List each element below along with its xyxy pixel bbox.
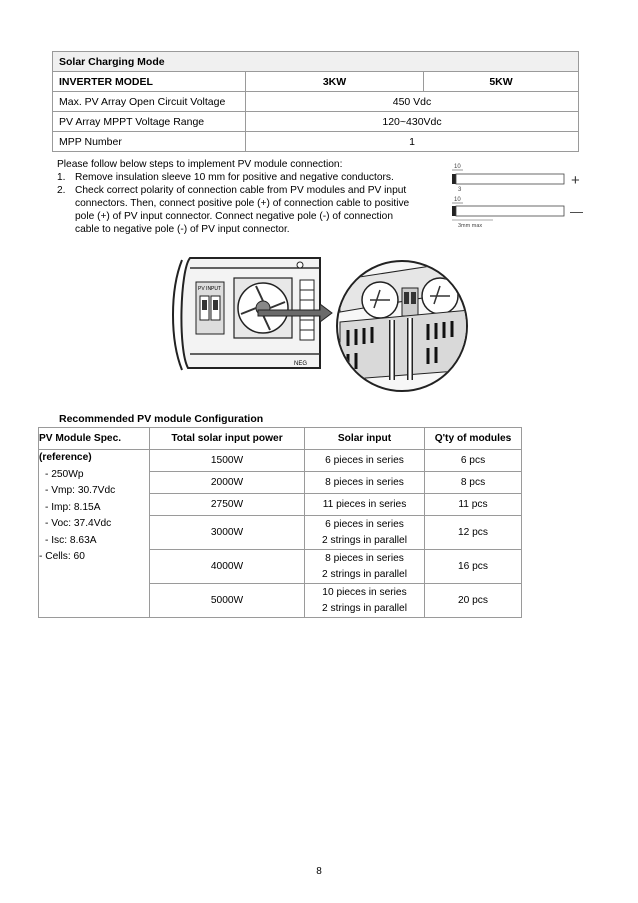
instruction-step-1: [57, 171, 437, 184]
dim-3-label: 3: [458, 187, 462, 193]
solar-input-cell: 8 pieces in series: [305, 472, 425, 494]
negative-wire: [456, 206, 564, 216]
instructions-intro: Please follow below steps to implement PV module connection:: [57, 159, 343, 170]
spec-row-label: MPP Number: [53, 132, 246, 152]
qty-cell: 20 pcs: [425, 584, 522, 618]
power-cell: 1500W: [150, 450, 305, 472]
step-text: Check correct polarity of connection cable from PV modules and PV input: [75, 185, 407, 196]
spec-item: - Cells: 60: [39, 551, 85, 562]
solar-input-series: 10 pieces in series: [322, 586, 407, 598]
solar-input-cell: [305, 550, 425, 584]
power-cell: 2750W: [150, 494, 305, 516]
qty-cell: 12 pcs: [425, 516, 522, 550]
col-header-spec: PV Module Spec.: [39, 428, 150, 450]
solar-input-cell: [305, 516, 425, 550]
solar-input-series: 6 pieces in series: [325, 518, 404, 530]
col-header-qty: Q'ty of modules: [425, 428, 522, 450]
config-title: Recommended PV module Configuration: [59, 413, 264, 425]
qty-cell: 8 pcs: [425, 472, 522, 494]
spec-row-value: 1: [246, 132, 579, 152]
qty-cell: 6 pcs: [425, 450, 522, 472]
solar-input-parallel: 2 strings in parallel: [322, 534, 407, 546]
power-cell: 3000W: [150, 516, 305, 550]
pv-config-table: [38, 427, 522, 618]
spec-row-label: Max. PV Array Open Circuit Voltage: [53, 92, 246, 112]
col-header-power: Total solar input power: [150, 428, 305, 450]
col-header-solar-input: Solar input: [305, 428, 425, 450]
positive-wire: [456, 174, 564, 184]
step-number: 1.: [57, 172, 66, 183]
step-text: pole (+) of PV input connector. Connect negative pole (-) of connection: [75, 211, 393, 222]
dim-10-label: 10: [454, 164, 461, 170]
spec-item: - Voc: 37.4Vdc: [45, 518, 112, 529]
inverter-model-label: INVERTER MODEL: [53, 72, 246, 92]
pv-module-spec-cell: [39, 450, 150, 618]
neg-label: NEG: [294, 361, 308, 367]
spec-item: - Vmp: 30.7Vdc: [45, 485, 116, 496]
conductor-tip: [452, 206, 456, 216]
page-number: 8: [316, 866, 322, 877]
minus-sign: —: [570, 204, 583, 219]
step-text: connectors. Then, connect positive pole (+) of connection cable to positive: [75, 198, 410, 209]
solar-input-cell: 6 pieces in series: [305, 450, 425, 472]
wire-strip-diagram: [448, 160, 588, 230]
instruction-step-2: [57, 184, 437, 197]
solar-input-parallel: 2 strings in parallel: [322, 602, 407, 614]
spec-reference: (reference): [39, 452, 92, 463]
spec-item: - 250Wp: [45, 468, 84, 480]
spec-item: - Isc: 8.63A: [45, 534, 97, 546]
dim-10-label: 10: [454, 197, 461, 203]
solar-input-parallel: 2 strings in parallel: [322, 568, 407, 580]
qty-cell: 16 pcs: [425, 550, 522, 584]
solar-input-cell: 11 pieces in series: [305, 494, 425, 516]
spec-item: - Imp: 8.15A: [45, 501, 101, 513]
connection-instructions: [57, 158, 437, 236]
step-text: cable to negative pole (-) of PV input connector.: [75, 224, 290, 235]
solar-input-series: 8 pieces in series: [325, 552, 404, 564]
pv-input-label: PV INPUT: [198, 286, 222, 292]
power-cell: 4000W: [150, 550, 305, 584]
step-text: Remove insulation sleeve 10 mm for positive and negative conductors.: [75, 172, 394, 183]
spec-row-label: PV Array MPPT Voltage Range: [53, 112, 246, 132]
dim-max-label: 3mm max: [458, 223, 483, 229]
spec-row-value: 450 Vdc: [246, 92, 579, 112]
solar-charging-spec-table: [52, 51, 579, 152]
solar-input-cell: [305, 584, 425, 618]
model-3kw-header: 3KW: [246, 72, 424, 92]
plus-sign: +: [571, 172, 580, 189]
power-cell: 2000W: [150, 472, 305, 494]
conductor-tip: [452, 174, 456, 184]
power-cell: 5000W: [150, 584, 305, 618]
spec-row-value: 120~430Vdc: [246, 112, 579, 132]
spec-section-title: Solar Charging Mode: [53, 52, 579, 72]
model-5kw-header: 5KW: [424, 72, 579, 92]
step-number: 2.: [57, 185, 66, 196]
qty-cell: 11 pcs: [425, 494, 522, 516]
pv-connector-illustration: [170, 250, 475, 405]
